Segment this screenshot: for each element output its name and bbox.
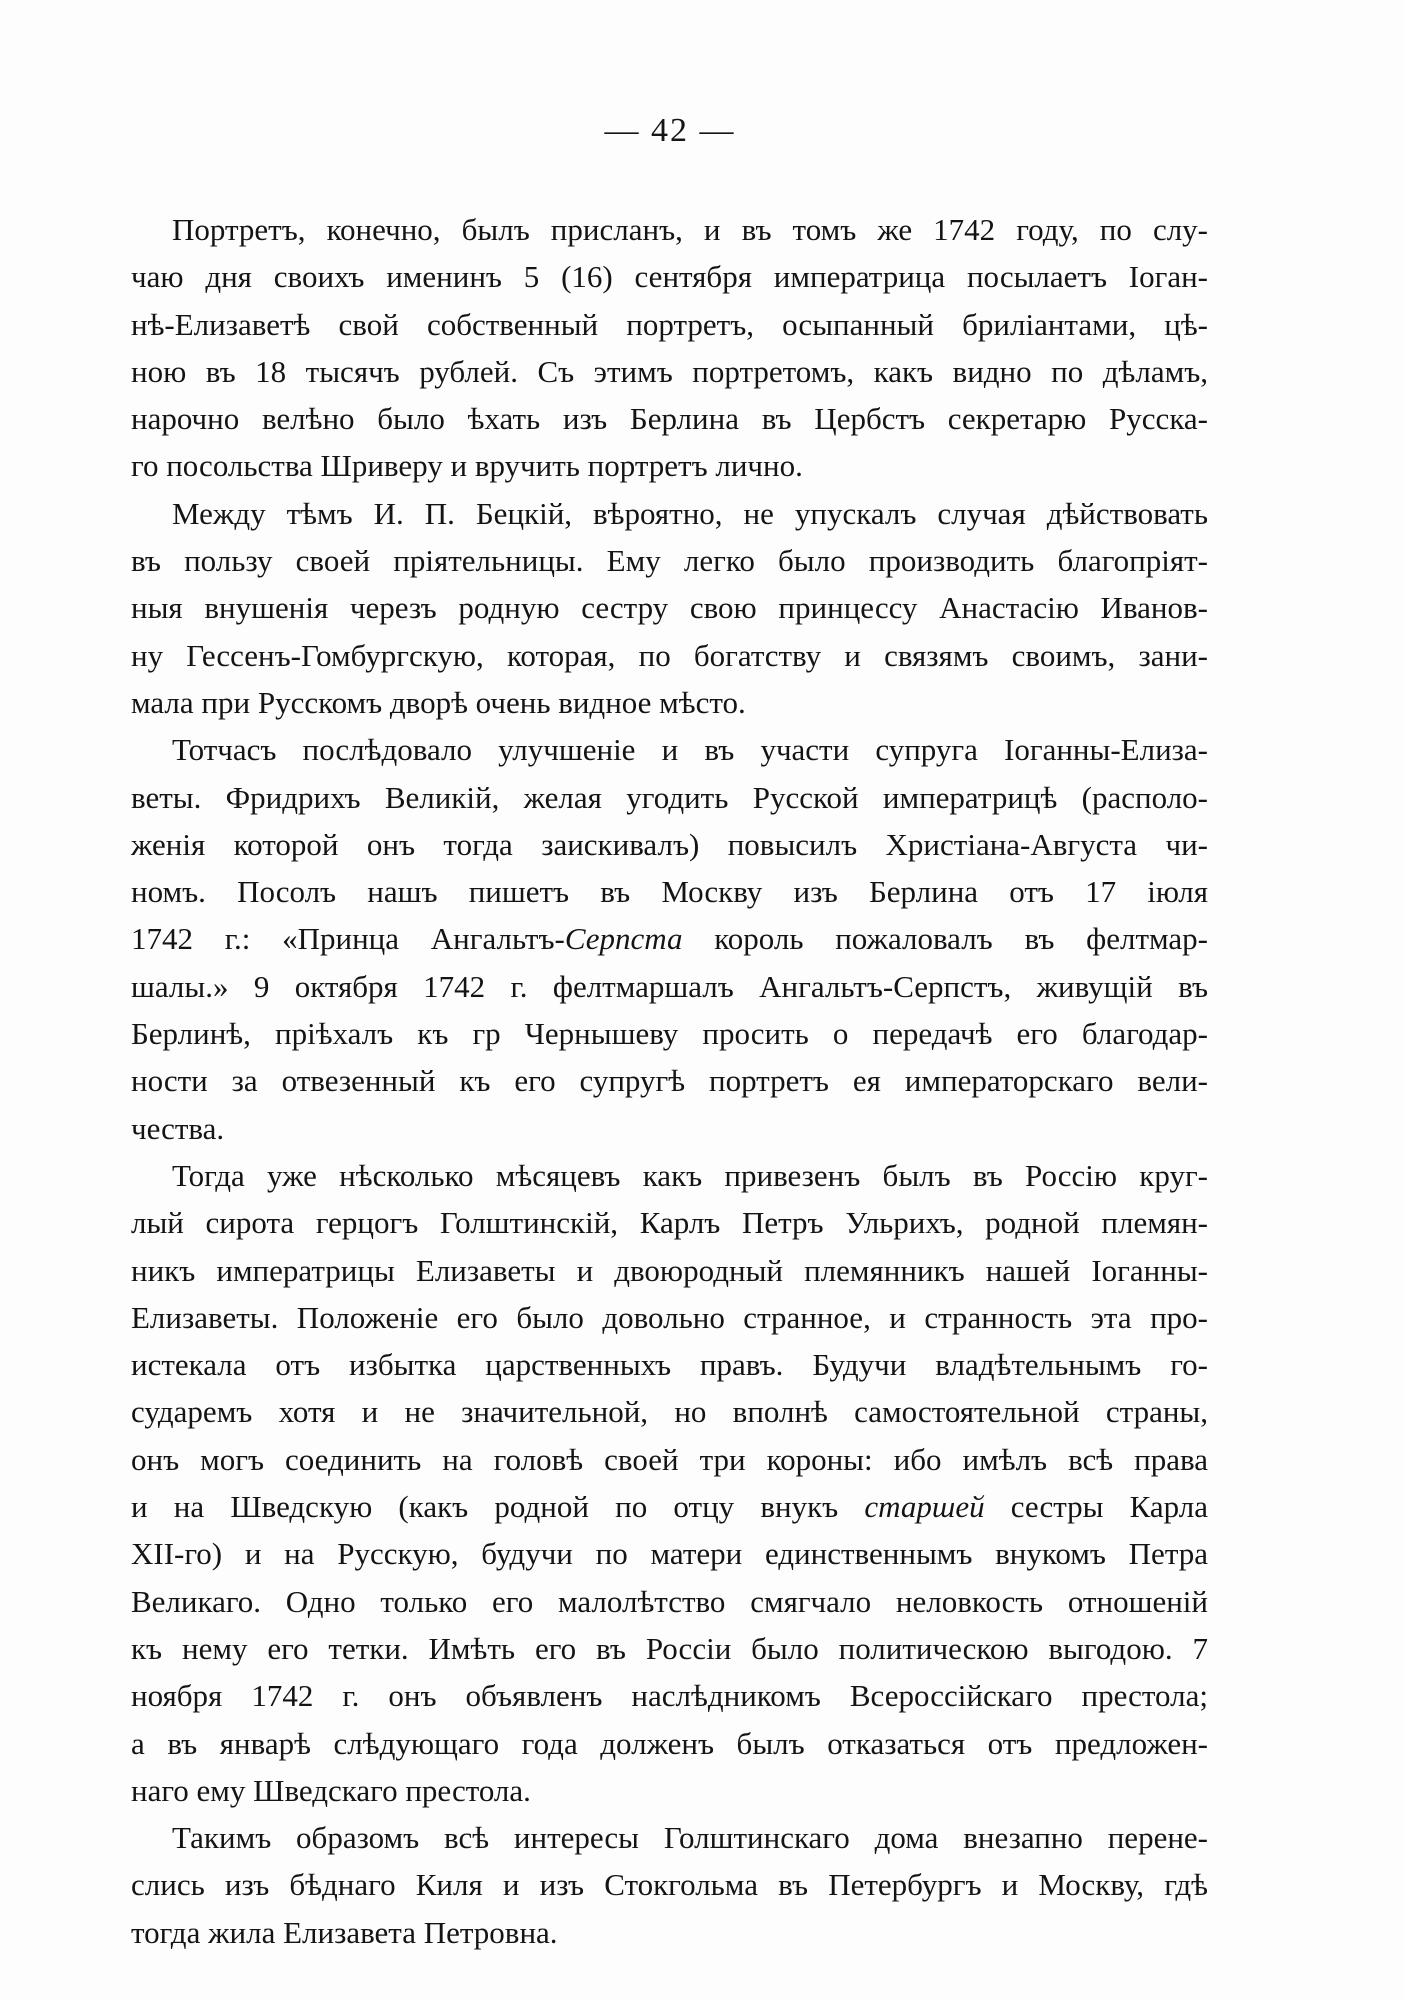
text-segment: ности за отвезенный къ его супругѣ портретъ ея императорскаго вели- xyxy=(131,1063,1208,1099)
text-line xyxy=(131,963,1208,1010)
text-line xyxy=(131,868,1208,915)
text-line xyxy=(131,348,1208,395)
text-line xyxy=(131,1294,1208,1341)
text-line xyxy=(131,206,1208,253)
text-segment: и на Шведскую (какъ родной по отцу внукъ xyxy=(131,1489,865,1525)
text-segment: онъ могъ соединить на головѣ своей три короны: ибо имѣлъ всѣ права xyxy=(131,1441,1208,1477)
text-segment: ну Гессенъ-Гомбургскую, которая, по богатству и связямъ своимъ, зани- xyxy=(131,637,1208,673)
text-segment: Такимъ образомъ всѣ интересы Голштинскаго дома внезапно перене- xyxy=(172,1820,1208,1856)
text-segment: слись изъ бѣднаго Киля и изъ Стокгольма въ Петербургъ и Москву, гдѣ xyxy=(131,1867,1208,1903)
text-line xyxy=(131,821,1208,868)
text-line xyxy=(131,584,1208,631)
paragraph xyxy=(131,490,1208,726)
text-line xyxy=(131,1909,1208,1956)
text-line xyxy=(131,1010,1208,1057)
text-line xyxy=(131,1436,1208,1483)
text-line xyxy=(131,395,1208,442)
italic-text: Серпста xyxy=(564,921,683,957)
text-segment: сестры Карла xyxy=(984,1489,1209,1525)
paragraph xyxy=(131,1152,1208,1814)
text-line xyxy=(131,1199,1208,1246)
text-line xyxy=(131,1672,1208,1719)
text-line xyxy=(131,1483,1208,1530)
text-segment: въ пользу своей пріятельницы. Ему легко было производить благопріят- xyxy=(131,543,1208,579)
text-segment: Елизаветы. Положеніе его было довольно странное, и странность эта про- xyxy=(131,1299,1208,1335)
text-line xyxy=(131,1388,1208,1435)
text-segment: номъ. Посолъ нашъ пишетъ въ Москву изъ Берлина отъ 17 іюля xyxy=(131,874,1208,910)
text-segment: тогда жила Елизавета Петровна. xyxy=(131,1914,558,1950)
text-line xyxy=(131,1152,1208,1199)
text-line xyxy=(131,1625,1208,1672)
text-segment: Между тѣмъ И. П. Бецкій, вѣроятно, не упускалъ случая дѣйствовать xyxy=(172,495,1208,531)
text-line xyxy=(131,1861,1208,1908)
text-segment: ноября 1742 г. онъ объявленъ наслѣдникомъ Всероссійскаго престола; xyxy=(131,1678,1208,1714)
body-text xyxy=(131,206,1208,1956)
text-line xyxy=(131,1767,1208,1814)
text-segment: 1742 г.: «Принца Ангальтъ- xyxy=(131,921,565,957)
text-segment: ныя внушенія черезъ родную сестру свою принцессу Анастасію Иванов- xyxy=(131,590,1208,626)
text-line xyxy=(131,679,1208,726)
text-line xyxy=(131,253,1208,300)
paragraph xyxy=(131,206,1208,490)
text-segment: никъ императрицы Елизаветы и двоюродный племянникъ нашей Іоганны- xyxy=(131,1252,1208,1288)
text-segment: XII-го) и на Русскую, будучи по матери единственнымъ внукомъ Петра xyxy=(131,1536,1208,1572)
text-line xyxy=(131,1578,1208,1625)
text-segment: чества. xyxy=(131,1110,225,1146)
text-segment: къ нему его тетки. Имѣть его въ Россіи было политическою выгодою. 7 xyxy=(131,1630,1208,1666)
text-line xyxy=(131,490,1208,537)
text-segment: женія которой онъ тогда заискивалъ) повысилъ Христіана-Августа чи- xyxy=(131,826,1208,862)
paragraph xyxy=(131,1814,1208,1956)
text-line xyxy=(131,774,1208,821)
text-line xyxy=(131,537,1208,584)
text-segment: наго ему Шведскаго престола. xyxy=(131,1772,531,1808)
text-line xyxy=(131,1720,1208,1767)
text-segment: лый сирота герцогъ Голштинскій, Карлъ Петръ Ульрихъ, родной племян- xyxy=(131,1205,1208,1241)
text-line xyxy=(131,726,1208,773)
text-line xyxy=(131,1105,1208,1152)
text-line xyxy=(131,1341,1208,1388)
page-number: — 42 — xyxy=(604,112,736,149)
text-segment: го посольства Шриверу и вручить портретъ лично. xyxy=(131,448,803,484)
italic-text: старшей xyxy=(864,1489,985,1525)
text-line xyxy=(131,442,1208,489)
text-segment: Портретъ, конечно, былъ присланъ, и въ томъ же 1742 году, по слу- xyxy=(172,212,1208,247)
text-line xyxy=(131,301,1208,348)
text-segment: Тотчасъ послѣдовало улучшеніе и въ участи супруга Іоганны-Елиза- xyxy=(172,732,1208,768)
text-segment: шалы.» 9 октября 1742 г. фелтмаршалъ Ангальтъ-Серпстъ, живущій въ xyxy=(131,968,1208,1004)
paragraph xyxy=(131,726,1208,1152)
text-segment: Тогда уже нѣсколько мѣсяцевъ какъ привезенъ былъ въ Россію круг- xyxy=(172,1157,1208,1193)
text-segment: Великаго. Одно только его малолѣтство смягчало неловкость отношеній xyxy=(131,1583,1208,1619)
text-segment: ною въ 18 тысячъ рублей. Съ этимъ портретомъ, какъ видно по дѣламъ, xyxy=(131,353,1208,389)
text-line xyxy=(131,1814,1208,1861)
text-segment: король пожаловалъ въ фелтмар- xyxy=(682,921,1208,957)
text-line xyxy=(131,915,1208,962)
text-line xyxy=(131,1247,1208,1294)
text-segment: нарочно велѣно было ѣхать изъ Берлина въ Цербстъ секретарю Русска- xyxy=(131,401,1208,437)
text-segment: нѣ-Елизаветѣ свой собственный портретъ, осыпанный бриліантами, цѣ- xyxy=(131,306,1208,342)
text-line xyxy=(131,1057,1208,1104)
text-segment: веты. Фридрихъ Великій, желая угодить Русской императрицѣ (располо- xyxy=(131,779,1208,815)
text-line xyxy=(131,1530,1208,1577)
text-segment: Берлинѣ, пріѣхалъ къ гр Чернышеву просить о передачѣ его благодар- xyxy=(131,1016,1208,1052)
text-segment: истекала отъ избытка царственныхъ правъ. Будучи владѣтельнымъ го- xyxy=(131,1347,1208,1383)
text-segment: а въ январѣ слѣдующаго года долженъ былъ отказаться отъ предложен- xyxy=(131,1725,1208,1761)
text-line xyxy=(131,632,1208,679)
text-segment: мала при Русскомъ дворѣ очень видное мѣсто. xyxy=(131,684,746,720)
text-segment: чаю дня своихъ именинъ 5 (16) сентября императрица посылаетъ Іоган- xyxy=(131,259,1208,295)
text-segment: сударемъ хотя и не значительной, но вполнѣ самостоятельной страны, xyxy=(131,1394,1208,1430)
